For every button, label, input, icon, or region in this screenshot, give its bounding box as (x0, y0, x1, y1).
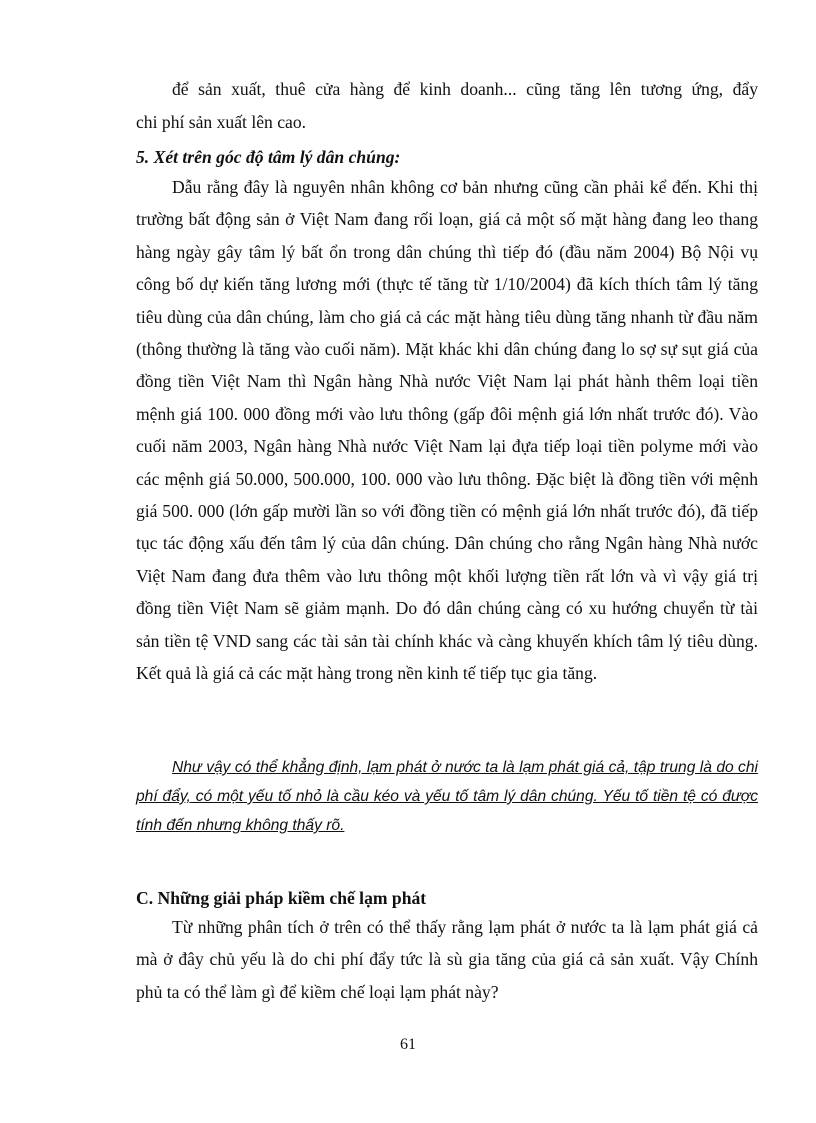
section-c-body: Từ những phân tích ở trên có thể thấy rằng lạm phát ở nước ta là lạm phát giá cả mà ở đây chủ yếu là do chi phí đẩy tức là sù gia tăng của giá cả sản xuất. Vậy Chính phủ ta có thể làm gì để kiềm chế loại lạm phát này? (136, 917, 758, 1002)
section-5-body: Dẫu rằng đây là nguyên nhân không cơ bản nhưng cũng cần phải kể đến. Khi thị trường bất động sản ở Việt Nam đang rối loạn, giá cả một số mặt hàng đang leo thang hàng ngày gây tâm lý bất ổn trong dân chúng thì tiếp đó (đầu năm 2004) Bộ Nội vụ công bố dự kiến tăng lương mới (thực tế tăng từ 1/10/2004) đã kích thích tâm lý tăng tiêu dùng của dân chúng, làm cho giá cả các mặt hàng tiêu dùng tăng nhanh từ đầu năm (thông thường là tăng vào cuối năm). Mặt khác khi dân chúng đang lo sợ sự sụt giá của đồng tiền Việt Nam thì Ngân hàng Nhà nước Việt Nam lại phát hành thêm loại tiền mệnh giá 100. 000 đồng mới vào lưu thông (gấp đôi mệnh giá lớn nhất trước đó). Vào cuối năm 2003, Ngân hàng Nhà nước Việt Nam lại đựa tiếp loại tiền polyme mới vào các mệnh giá 50.000, 500.000, 100. 000 vào lưu thông. Đặc biệt là đồng tiền với mệnh giá 500. 000 (lớn gấp mười lần so với đồng tiền có mệnh giá lớn nhất trước đó), đã tiếp tục tác động xấu đến tâm lý của dân chúng. Dân chúng cho rằng Ngân hàng Nhà nước Việt Nam đang đưa thêm vào lưu thông một khối lượng tiền rất lớn và vì vậy giá trị đồng tiền Việt Nam sẽ giảm mạnh. Do đó dân chúng càng có xu hướng chuyển từ tài sản tiền tệ VND sang các tài sản tài chính khác và càng khuyến khích tâm lý tiêu dùng. Kết quả là giá cả các mặt hàng trong nền kinh tế tiếp tục gia tăng. (136, 177, 758, 684)
section-c-heading: C. Những giải pháp kiềm chế lạm phát (136, 888, 427, 908)
conclusion-note: Như vậy có thể khẳng định, lạm phát ở nước ta là lạm phát giá cả, tập trung là do chi phí đẩy, có một yếu tố nhỏ là cầu kéo và yếu tố tâm lý dân chúng. Yếu tố tiền tệ có được tính đến nhưng không thấy rõ. (136, 759, 758, 834)
intro-line-2: chi phí sản xuất lên cao. (136, 112, 307, 132)
page-number: 61 (400, 1036, 416, 1053)
section-5-heading: 5. Xét trên góc độ tâm lý dân chúng: (136, 147, 401, 167)
intro-line-1: để sản xuất, thuê cửa hàng để kinh doanh... cũng tăng lên tương ứng, đẩy (172, 79, 758, 99)
